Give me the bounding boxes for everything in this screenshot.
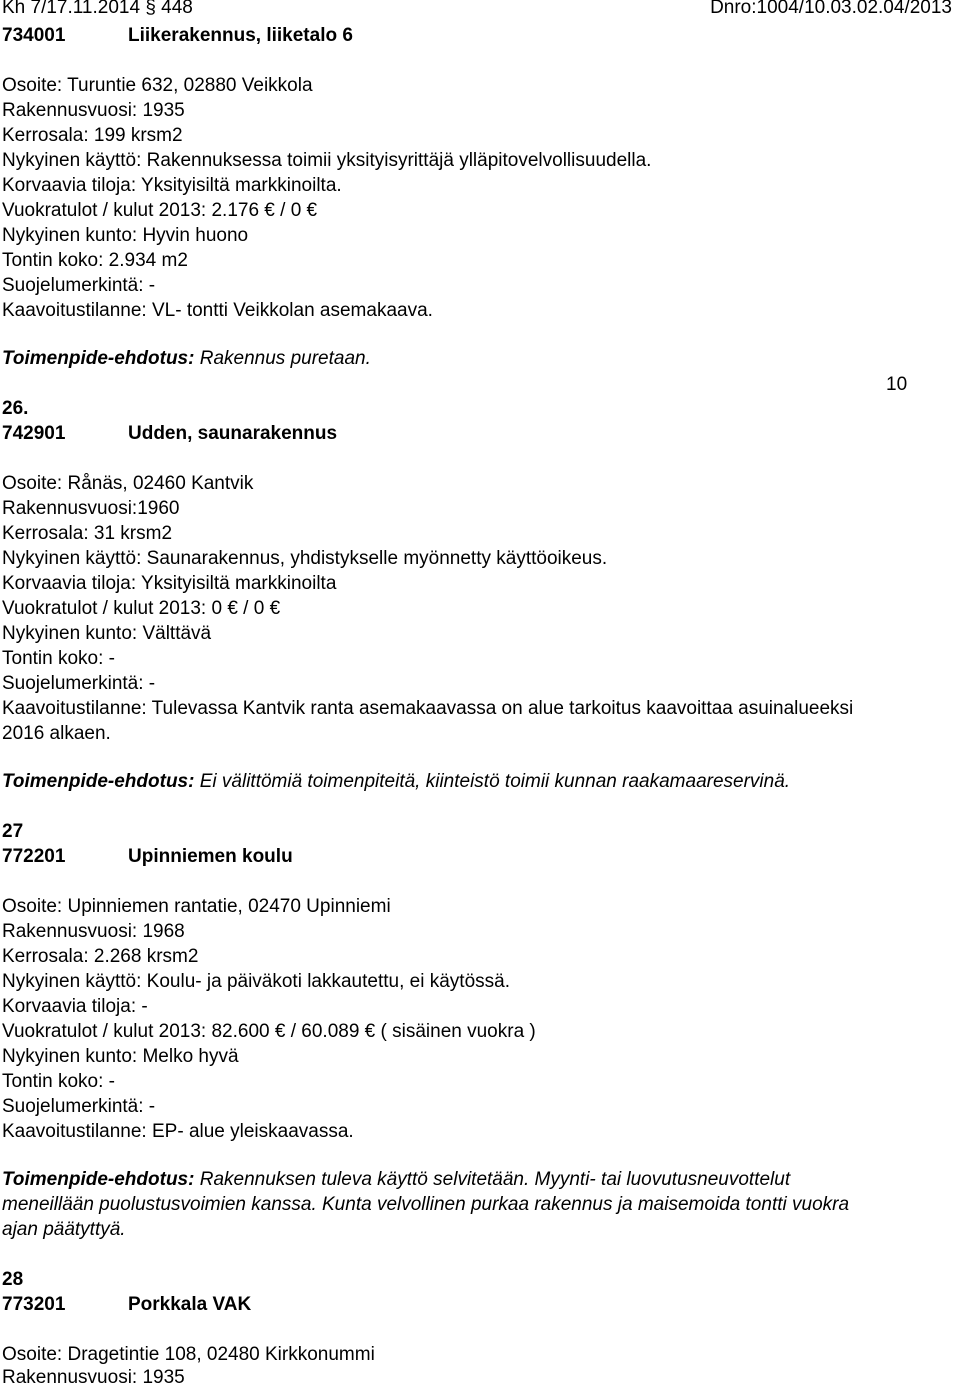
action-label: Toimenpide-ehdotus: xyxy=(2,1169,195,1190)
item-line: Osoite: Upinniemen rantatie, 02470 Upinniemi xyxy=(2,896,391,917)
item-code: 773201 xyxy=(2,1294,66,1315)
action-proposal xyxy=(2,347,371,371)
item-line: Tontin koko: 2.934 m2 xyxy=(2,250,188,271)
item-name: Upinniemen koulu xyxy=(128,846,293,867)
action-text-continued: meneillään puolustusvoimien kanssa. Kunta velvollinen purkaa rakennus ja maisemoida tontti vuokra xyxy=(2,1194,850,1215)
action-label: Toimenpide-ehdotus: xyxy=(2,771,195,792)
item-line: Rakennusvuosi: 1968 xyxy=(2,921,185,942)
item-line: Rakennusvuosi:1960 xyxy=(2,498,180,519)
item-line: Nykyinen kunto: Melko hyvä xyxy=(2,1046,239,1067)
item-heading xyxy=(2,422,337,446)
item-code: 742901 xyxy=(2,423,66,444)
item-line: Vuokratulot / kulut 2013: 82.600 € / 60.089 € ( sisäinen vuokra ) xyxy=(2,1021,536,1042)
item-line: Vuokratulot / kulut 2013: 2.176 € / 0 € xyxy=(2,200,318,221)
item-line: Nykyinen käyttö: Koulu- ja päiväkoti lakkautettu, ei käytössä. xyxy=(2,971,510,992)
item-code: 772201 xyxy=(2,846,66,867)
item-name: Porkkala VAK xyxy=(128,1294,252,1315)
item-name: Udden, saunarakennus xyxy=(128,423,338,444)
action-text: Rakennus puretaan. xyxy=(194,348,371,369)
item-line: Osoite: Rånäs, 02460 Kantvik xyxy=(2,473,254,494)
item-heading xyxy=(2,1293,251,1317)
item-heading xyxy=(2,845,293,869)
item-line: Kaavoitustilanne: EP- alue yleiskaavassa. xyxy=(2,1121,354,1142)
item-line: Nykyinen kunto: Hyvin huono xyxy=(2,225,249,246)
action-proposal xyxy=(2,770,790,794)
item-code: 734001 xyxy=(2,25,66,46)
item-line: Suojelumerkintä: - xyxy=(2,275,156,296)
item-line: Tontin koko: - xyxy=(2,648,115,669)
item-line: Osoite: Dragetintie 108, 02480 Kirkkonummi xyxy=(2,1344,375,1365)
item-number: 26. xyxy=(2,398,29,419)
item-line: Korvaavia tiloja: Yksityisiltä markkinoilta. xyxy=(2,175,342,196)
item-line: Suojelumerkintä: - xyxy=(2,673,156,694)
item-name: Liikerakennus, liiketalo 6 xyxy=(128,25,353,46)
item-line: Nykyinen käyttö: Rakennuksessa toimii yksityisyrittäjä ylläpitovelvollisuudella. xyxy=(2,150,652,171)
item-heading xyxy=(2,24,353,48)
action-proposal xyxy=(2,1168,790,1192)
item-line: 2016 alkaen. xyxy=(2,723,111,744)
item-line: Nykyinen käyttö: Saunarakennus, yhdistykselle myönnetty käyttöoikeus. xyxy=(2,548,608,569)
action-text: Ei välittömiä toimenpiteitä, kiinteistö toimii kunnan raakamaareservinä. xyxy=(194,771,791,792)
item-line: Kaavoitustilanne: Tulevassa Kantvik ranta asemakaavassa on alue tarkoitus kaavoittaa asuinalueeksi xyxy=(2,698,854,719)
item-line: Korvaavia tiloja: - xyxy=(2,996,148,1017)
header-right: Dnro:1004/10.03.02.04/2013 xyxy=(710,0,952,18)
item-line: Osoite: Turuntie 632, 02880 Veikkola xyxy=(2,75,313,96)
item-line: Rakennusvuosi: 1935 xyxy=(2,100,185,121)
item-line: Nykyinen kunto: Välttävä xyxy=(2,623,212,644)
action-text: Rakennuksen tuleva käyttö selvitetään. Myynti- tai luovutusneuvottelut xyxy=(194,1169,791,1190)
item-line: Rakennusvuosi: 1935 xyxy=(2,1367,185,1388)
item-line: Tontin koko: - xyxy=(2,1071,115,1092)
item-line: Korvaavia tiloja: Yksityisiltä markkinoilta xyxy=(2,573,337,594)
item-line: Kaavoitustilanne: VL- tontti Veikkolan asemakaava. xyxy=(2,300,433,321)
item-line: Vuokratulot / kulut 2013: 0 € / 0 € xyxy=(2,598,281,619)
header-left: Kh 7/17.11.2014 § 448 xyxy=(2,0,193,18)
action-label: Toimenpide-ehdotus: xyxy=(2,348,195,369)
action-text-continued: ajan päätyttyä. xyxy=(2,1219,126,1240)
item-line: Kerrosala: 2.268 krsm2 xyxy=(2,946,199,967)
item-line: Kerrosala: 31 krsm2 xyxy=(2,523,173,544)
page-header xyxy=(2,0,952,20)
item-number: 27 xyxy=(2,821,24,842)
item-number: 28 xyxy=(2,1269,24,1290)
item-line: Suojelumerkintä: - xyxy=(2,1096,156,1117)
page-number: 10 xyxy=(886,374,908,395)
item-line: Kerrosala: 199 krsm2 xyxy=(2,125,183,146)
